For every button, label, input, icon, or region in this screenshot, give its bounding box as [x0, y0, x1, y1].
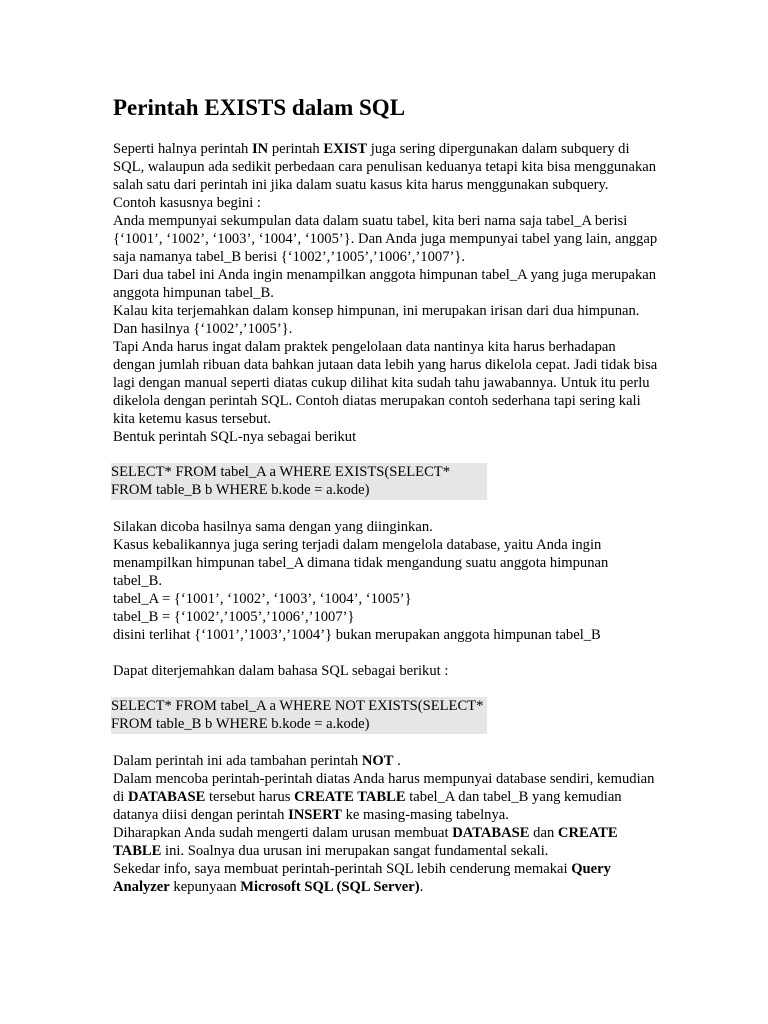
body-paragraph: Tapi Anda harus ingat dalam praktek pengelolaan data nantinya kita harus berhadapan dengan jumlah ribuan data bahkan jutaan data lebih yang harus dikelola cepat. Jadi tidak bisa lagi dengan manual seperti diatas cukup dilihat kita sudah tahu jawabannya. Untuk itu perlu dikelola dengan perintah SQL. Contoh diatas merupakan contoh sederhana tapi sering kali kita ketemu kasus tersebut.: [113, 339, 658, 427]
keyword-insert: INSERT: [288, 807, 342, 823]
closing-text: kepunyaan: [169, 879, 241, 895]
document-title: Perintah EXISTS dalam SQL: [113, 95, 406, 120]
closing-text: Dalam perintah ini ada tambahan perintah: [113, 753, 362, 769]
intro-paragraph: [113, 140, 658, 194]
body-paragraph: tabel_A = {‘1001’, ‘1002’, ‘1003’, ‘1004’, ‘1005’}: [113, 591, 412, 607]
keyword-microsoft-sql: Microsoft SQL (SQL Server): [240, 879, 420, 895]
closing-text: ini. Soalnya dua urusan ini merupakan sangat fundamental sekali.: [161, 843, 549, 859]
document-page: [113, 93, 658, 896]
body-paragraph: Anda mempunyai sekumpulan data dalam suatu tabel, kita beri nama saja tabel_A berisi {‘1001’, ‘1002’, ‘1003’, ‘1004’, ‘1005’}. Dan Anda juga mempunyai tabel yang lain, anggap saja namanya tabel_B berisi {‘1002’,’1005’,’1006’,’1007’}.: [113, 213, 658, 265]
closing-text: Diharapkan Anda sudah mengerti dalam urusan membuat: [113, 825, 453, 841]
keyword-query-analyzer: Query Analyzer: [113, 861, 611, 895]
closing-text: Sekedar info, saya membuat perintah-perintah SQL lebih cenderung memakai: [113, 861, 572, 877]
keyword-exist: EXIST: [323, 141, 368, 157]
spacer: [113, 500, 658, 518]
keyword-not: NOT: [361, 753, 394, 769]
sql-code-block-not-exists: SELECT* FROM tabel_A a WHERE NOT EXISTS(SELECT* FROM table_B b WHERE b.kode = a.kode): [111, 697, 487, 734]
spacer: [113, 644, 658, 662]
body-paragraph: tabel_B = {‘1002’,’1005’,’1006’,’1007’}: [113, 609, 355, 625]
keyword-create-table: CREATE TABLE: [294, 789, 406, 805]
body-paragraph: Dari dua tabel ini Anda ingin menampilkan anggota himpunan tabel_A yang juga merupakan anggota himpunan tabel_B.: [113, 267, 657, 301]
keyword-create-table: CREATE TABLE: [113, 825, 618, 859]
keyword-database: DATABASE: [452, 825, 530, 841]
body-paragraph: Bentuk perintah SQL-nya sebagai berikut: [113, 429, 357, 445]
closing-text: tabel_A dan tabel_B yang kemudian datanya diisi dengan perintah: [113, 789, 622, 823]
body-paragraph: Kalau kita terjemahkan dalam konsep himpunan, ini merupakan irisan dari dua himpunan. Dan hasilnya {‘1002’,’1005’}.: [113, 303, 640, 337]
sql-code-block-exists: SELECT* FROM tabel_A a WHERE EXISTS(SELECT* FROM table_B b WHERE b.kode = a.kode): [111, 463, 487, 500]
body-paragraph: Kasus kebalikannya juga sering terjadi dalam mengelola database, yaitu Anda ingin menampilkan himpunan tabel_A dimana tidak mengandung suatu anggota himpunan tabel_B.: [113, 537, 609, 589]
body-paragraph: Dapat diterjemahkan dalam bahasa SQL sebagai berikut :: [113, 663, 449, 679]
body-paragraph: Contoh kasusnya begini :: [113, 195, 261, 211]
body-paragraph: Silakan dicoba hasilnya sama dengan yang diinginkan.: [113, 519, 433, 535]
spacer: [113, 734, 658, 752]
keyword-database: DATABASE: [128, 789, 206, 805]
intro-text: perintah: [268, 141, 324, 157]
closing-paragraph-not: [113, 752, 658, 770]
closing-text: ke masing-masing tabelnya.: [341, 807, 509, 823]
closing-paragraph-hope: [113, 824, 658, 860]
closing-text: Dalam mencoba perintah-perintah diatas Anda harus mempunyai database sendiri, kemudian di: [113, 771, 655, 805]
closing-text: tersebut harus: [205, 789, 295, 805]
closing-paragraph-database: [113, 770, 658, 824]
intro-text: Seperti halnya perintah: [113, 141, 252, 157]
closing-text: .: [419, 879, 424, 895]
closing-text: .: [393, 753, 401, 769]
closing-text: dan: [529, 825, 558, 841]
closing-paragraph-info: [113, 860, 658, 896]
intro-text: juga sering dipergunakan dalam subquery di SQL, walaupun ada sedikit perbedaan cara penulisan keduanya tetapi kita bisa menggunakan salah satu dari perintah ini jika dalam suatu kasus kita harus menggunakan subquery.: [113, 141, 657, 193]
keyword-in: IN: [252, 141, 269, 157]
body-paragraph: disini terlihat {‘1001’,’1003’,’1004’} bukan merupakan anggota himpunan tabel_B: [113, 627, 601, 643]
